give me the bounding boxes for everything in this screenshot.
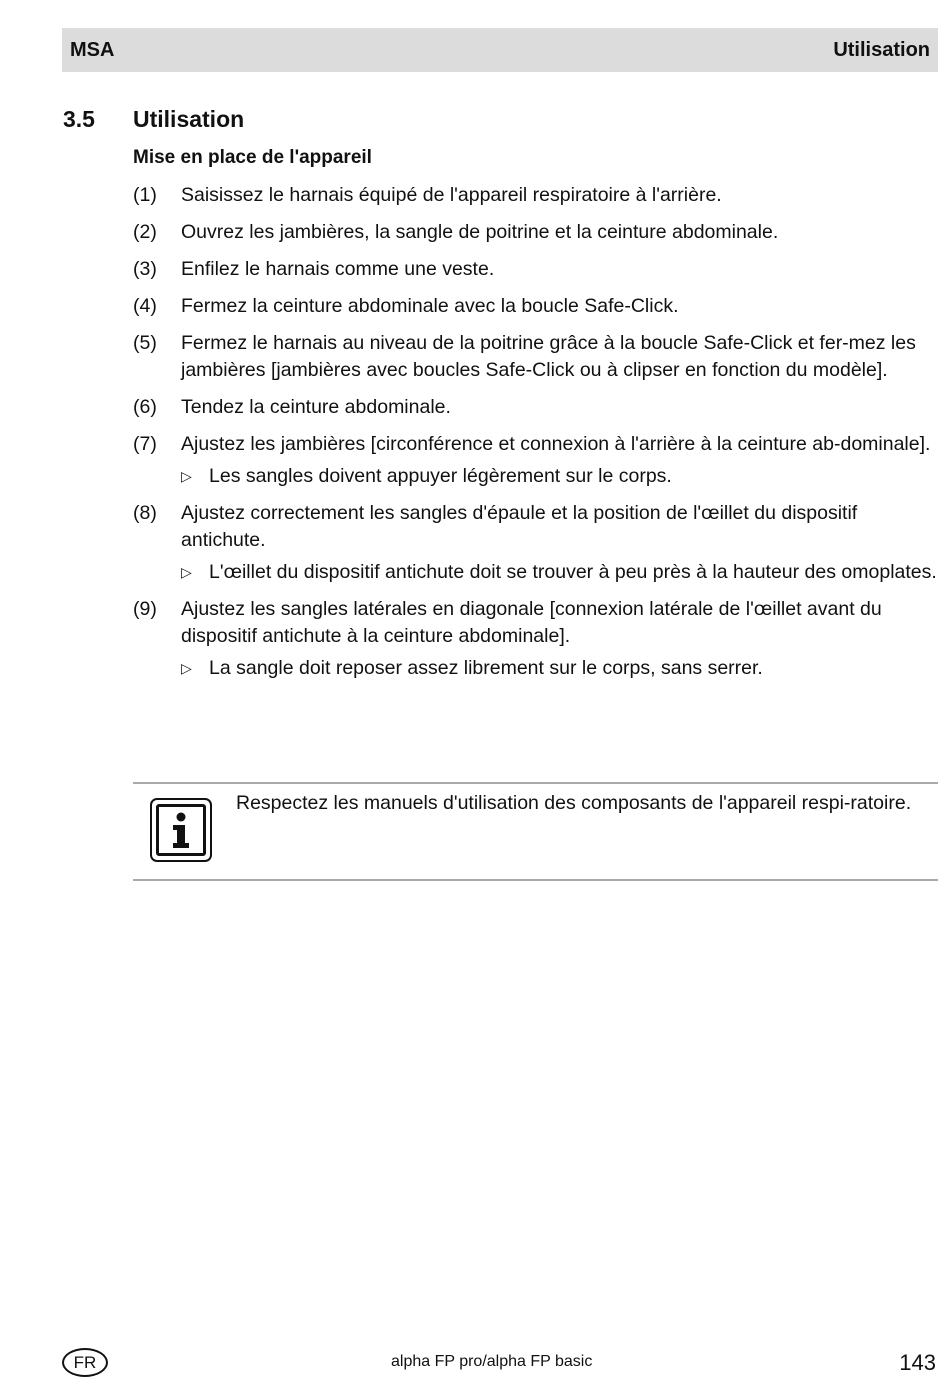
step-text: Saisissez le harnais équipé de l'appareil respiratoire à l'arrière. (181, 184, 722, 206)
step-text: Ajustez les jambières [circonférence et connexion à l'arrière à la ceinture ab-dominale]. (181, 433, 931, 455)
step-number: (3) (133, 258, 157, 280)
result-text: La sangle doit reposer assez librement sur le corps, sans serrer. (209, 657, 763, 679)
step-number: (2) (133, 221, 157, 243)
product-name: alpha FP pro/alpha FP basic (391, 1353, 593, 1370)
step-item (133, 431, 938, 490)
step-number: (5) (133, 332, 157, 354)
language-badge: FR (62, 1348, 108, 1377)
step-result (181, 655, 938, 682)
section-title: Utilisation (133, 106, 245, 132)
step-number: (7) (133, 433, 157, 455)
result-text: Les sangles doivent appuyer légèrement sur le corps. (209, 465, 672, 487)
step-result (181, 463, 938, 490)
step-number: (4) (133, 295, 157, 317)
step-text: Tendez la ceinture abdominale. (181, 396, 451, 418)
result-triangle-icon: ▷ (181, 468, 192, 484)
step-result (181, 559, 938, 586)
step-item (133, 330, 938, 384)
result-text: L'œillet du dispositif antichute doit se trouver à peu près à la hauteur des omoplates. (209, 561, 937, 583)
result-triangle-icon: ▷ (181, 564, 192, 580)
section-number: 3.5 (63, 106, 95, 132)
step-number: (6) (133, 396, 157, 418)
step-item (133, 182, 938, 209)
step-number: (1) (133, 184, 157, 206)
subheading: Mise en place de l'appareil (133, 147, 372, 168)
step-text: Enfilez le harnais comme une veste. (181, 258, 495, 280)
info-icon (150, 798, 212, 862)
step-item (133, 219, 938, 246)
page-header (62, 28, 938, 72)
info-note (133, 782, 938, 881)
step-item (133, 596, 938, 682)
step-text: Ouvrez les jambières, la sangle de poitrine et la ceinture abdominale. (181, 221, 779, 243)
step-item (133, 256, 938, 283)
step-item (133, 500, 938, 586)
step-item (133, 293, 938, 320)
step-number: (8) (133, 502, 157, 524)
result-triangle-icon: ▷ (181, 660, 192, 676)
step-text: Ajustez correctement les sangles d'épaule et la position de l'œillet du dispositif antichute. (181, 502, 858, 551)
step-item (133, 394, 938, 421)
step-text: Ajustez les sangles latérales en diagonale [connexion latérale de l'œillet avant du dispositif antichute à la ceinture abdominale]. (181, 598, 882, 647)
note-text: Respectez les manuels d'utilisation des composants de l'appareil respi-ratoire. (236, 792, 912, 814)
steps-list (133, 182, 938, 692)
header-brand: MSA (70, 38, 115, 61)
step-text: Fermez le harnais au niveau de la poitrine grâce à la boucle Safe-Click et fer-mez les jambières [jambières avec boucles Safe-Click ou à clipser en fonction du modèle]. (181, 332, 916, 381)
page-number: 143 (899, 1350, 936, 1375)
step-number: (9) (133, 598, 157, 620)
header-chapter: Utilisation (833, 38, 930, 61)
step-text: Fermez la ceinture abdominale avec la boucle Safe-Click. (181, 295, 679, 317)
